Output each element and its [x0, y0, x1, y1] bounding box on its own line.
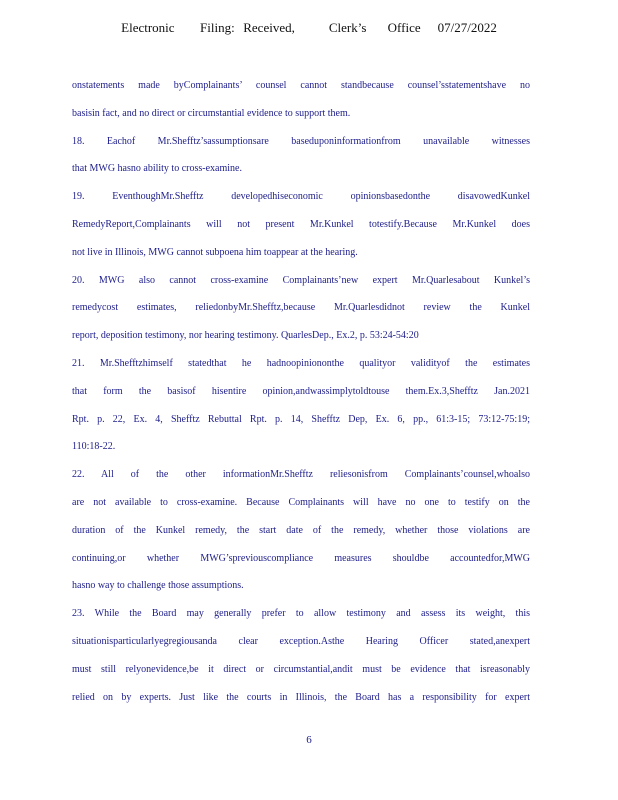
- text-line: 22. All of the other informationMr.Shefftz reliesonisfrom Complainants’counsel,whoalso: [72, 469, 530, 481]
- text-line: duration of the Kunkel remedy, the start date of the remedy, whether those violations are: [72, 524, 530, 536]
- page-number: 6: [306, 734, 312, 746]
- text-line: 18. Eachof Mr.Shefftz’sassumptionsare baseduponinformationfrom unavailable witnesses: [72, 135, 530, 147]
- text-line: basisin fact, and no direct or circumstantial evidence to support them.: [72, 107, 351, 119]
- text-line: must still relyonevidence,be it direct or circumstantial,andit must be evidence that isreasonably: [72, 663, 530, 675]
- text-line: that form the basisof hisentire opinion,andwassimplytoldtouse them.Ex.3,Shefftz Jan.2021: [72, 385, 530, 397]
- text-line: are not available to cross-examine. Because Complainants will have no one to testify on the: [72, 496, 530, 508]
- text-line: relied on by experts. Just like the courts in Illinois, the Board has a responsibility for expert: [72, 691, 530, 703]
- text-line: not live in Illinois, MWG cannot subpoena him toappear at the hearing.: [72, 246, 358, 258]
- text-line: remedycost estimates, reliedonbyMr.Shefftz,because Mr.Quarlesdidnot review the Kunkel: [72, 302, 530, 314]
- text-line: onstatements made byComplainants’ counsel cannot standbecause counsel’sstatementshave no: [72, 80, 530, 91]
- text-line: Rpt. p. 22, Ex. 4, Shefftz Rebuttal Rpt. p. 14, Shefftz Dep, Ex. 6, pp., 61:3-15; 73:12-75:19;: [72, 413, 530, 425]
- text-line: 20. MWG also cannot cross-examine Complainants’new expert Mr.Quarlesabout Kunkel’s: [72, 274, 530, 286]
- text-line: hasno way to challenge those assumptions.: [72, 580, 244, 592]
- text-line: that MWG hasno ability to cross-examine.: [72, 163, 242, 175]
- text-line: 21. Mr.Shefftzhimself statedthat he hadnoopiniononthe qualityor validityof the estimates: [72, 357, 530, 369]
- text-line: 23. While the Board may generally prefer to allow testimony and assess its weight, this: [72, 608, 530, 620]
- text-line: continuing,or whether MWG’spreviouscompliance measures shouldbe accountedfor,MWG: [72, 552, 530, 564]
- text-line: 19. EventhoughMr.Shefftz developedhiseconomic opinionsbasedonthe disavowedKunkel: [72, 191, 530, 203]
- text-line: situationisparticularlyegregiousanda clear exception.Asthe Hearing Officer stated,anexpert: [72, 635, 530, 647]
- text-line: report, deposition testimony, nor hearing testimony. QuarlesDep., Ex.2, p. 53:24-54:20: [72, 330, 419, 342]
- text-line: 110:18-22.: [72, 441, 116, 453]
- filing-stamp-header: Electronic Filing: Received, Clerk’s Office 07/27/2022: [121, 20, 497, 35]
- document-body: [72, 72, 530, 711]
- text-line: RemedyReport,Complainants will not present Mr.Kunkel totestify.Because Mr.Kunkel does: [72, 218, 530, 230]
